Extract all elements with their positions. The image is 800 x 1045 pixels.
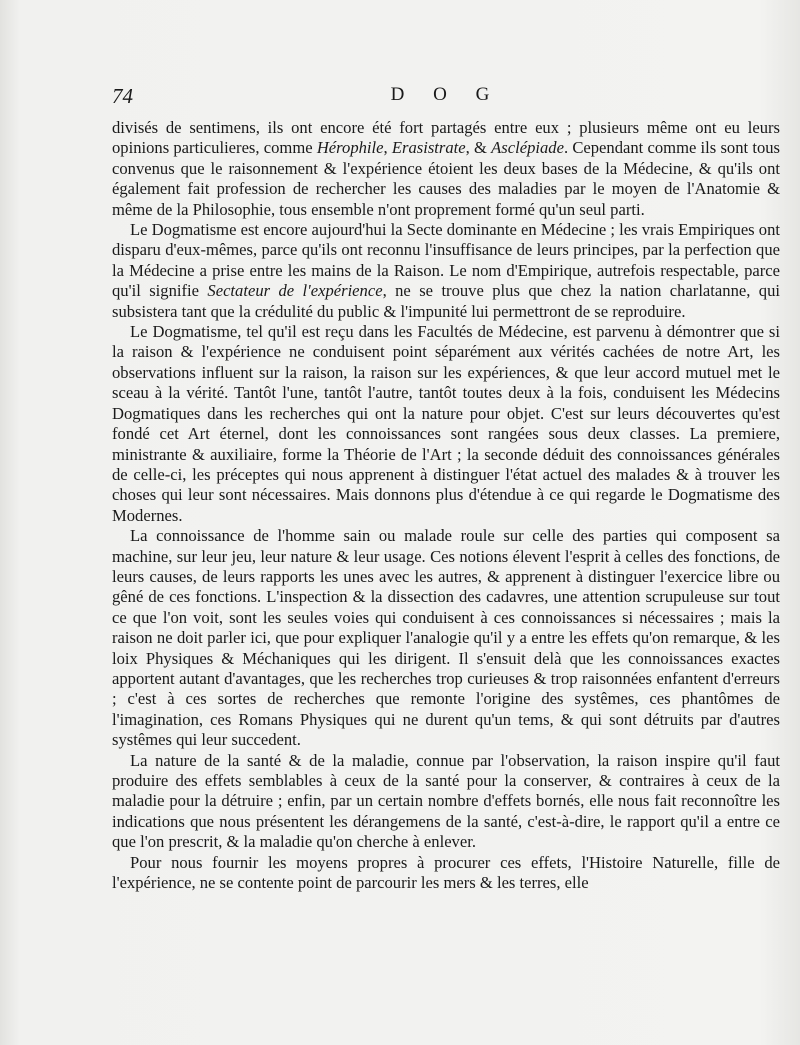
text-run: Le Dogmatisme, tel qu'il est reçu dans les Facultés de Médecine, est parvenu à démontrer que si la raison & l'expérience ne conduisent point séparément aux vérités cachées de notre Art, les observations influent sur la raison, la raison sur les expériences, & que leur accord mutuel met le sceau à la vérité. Tantôt l'une, tantôt l'autre, tantôt toutes deux à la fois, conduisent les Médecins Dogmatiques dans les recherches qui ont la nature pour objet. C'est sur leurs découvertes qu'est fondé cet Art éternel, dont les connoissances sont rangées sous deux classes. La premiere, ministrante & auxiliaire, forme la Théorie de l'Art ; la seconde déduit des connoissances générales de celle-ci, les préceptes qui nous apprenent à distinguer l'état actuel des malades & à trouver les choses qui leur sont nécessaires. Mais donnons plus d'étendue à ce qui regarde le Dogmatisme des Modernes.	[112, 322, 780, 525]
italic-text: Hérophile	[316, 138, 384, 158]
text-run: , &	[465, 138, 492, 158]
running-head: D O G	[390, 84, 502, 105]
body-text	[112, 118, 780, 893]
paragraph	[112, 118, 780, 220]
text-run: La connoissance de l'homme sain ou malade roule sur celle des parties qui composent sa machine, sur leur jeu, leur nature & leur usage. Ces notions élevent l'esprit à celles des fonctions, de leurs causes, de leurs rapports les unes avec les autres, & apprenent à distinguer l'exercice libre ou gêné de ces fonctions. L'inspection & la dissection des cadavres, une attention scrupuleuse sur tout ce que l'on voit, sont les seules voies qui conduisent à ces connoissances si nécessaires ; mais la raison ne doit parler ici, que pour expliquer l'analogie qu'il y a entre les effets qu'on remarque, & les loix Physiques & Méchaniques qui les dirigent. Il s'ensuit delà que les connoissances exactes apportent autant d'avantages, que les recherches trop curieuses & trop raisonnées enfantent d'erreurs ; c'est à ces sortes de recherches que remonte l'origine des systêmes, ces phantômes de l'imagination, ces Romans Physiques qui ne durent qu'un tems, & qui sont détruits par d'autres systêmes qui leur succedent.	[112, 526, 780, 750]
text-run: Pour nous fournir les moyens propres à procurer ces effets, l'Histoire Naturelle, fille de l'expérience, ne se contente point de parcourir les mers & les terres, elle	[112, 852, 780, 893]
text-run: La nature de la santé & de la maladie, connue par l'observation, la raison inspire qu'il faut produire des effets semblables à ceux de la santé pour la conserver, & contraires à ceux de la maladie pour la détruire ; enfin, par un certain nombre d'effets bornés, elle nous fait reconnoître les indications que nous présentent les dérangemens de la santé, c'est-à-dire, le rapport qu'il a entre ce que l'on prescrit, & la maladie qu'on cherche à enlever.	[112, 750, 780, 852]
italic-text: Sectateur de l'expérience	[207, 281, 383, 301]
paragraph	[112, 322, 780, 526]
page-number: 74	[112, 84, 133, 108]
paragraph	[112, 853, 780, 894]
text-run: divisés de sentimens, ils ont encore été fort partagés entre eux ; plusieurs même ont eu leurs opinions particulieres, comme	[112, 118, 780, 158]
text-run: , ne se trouve plus que chez la nation charlatanne, qui subsistera tant que la crédulité du public & l'impunité lui permettront de se reproduire.	[112, 281, 781, 321]
italic-text: Erasistrate	[391, 138, 466, 158]
text-run: ,	[383, 138, 392, 158]
paragraph	[112, 220, 780, 322]
text-run: Le Dogmatisme est encore aujourd'hui la Secte dominante en Médecine ; les vrais Empiriques ont disparu d'eux-mêmes, parce qu'ils ont reconnu l'insuffisance de leurs principes, par la perfection que la Médecine a prise entre les mains de la Raison. Le nom d'Empirique, autrefois respectable, parce qu'il signifie	[112, 220, 780, 301]
text-run: . Cependant comme ils sont tous convenus que le raisonnement & l'expérience étoient les deux bases de la Médecine, & qu'ils ont également fait profession de rechercher les causes des maladies par le moyen de l'Anatomie & même de la Philosophie, tous ensemble n'ont proprement formé qu'un seul parti.	[112, 138, 781, 219]
page-header	[112, 84, 780, 114]
italic-text: Asclépiade	[491, 138, 564, 158]
paragraph	[112, 526, 780, 750]
paragraph	[112, 751, 780, 853]
